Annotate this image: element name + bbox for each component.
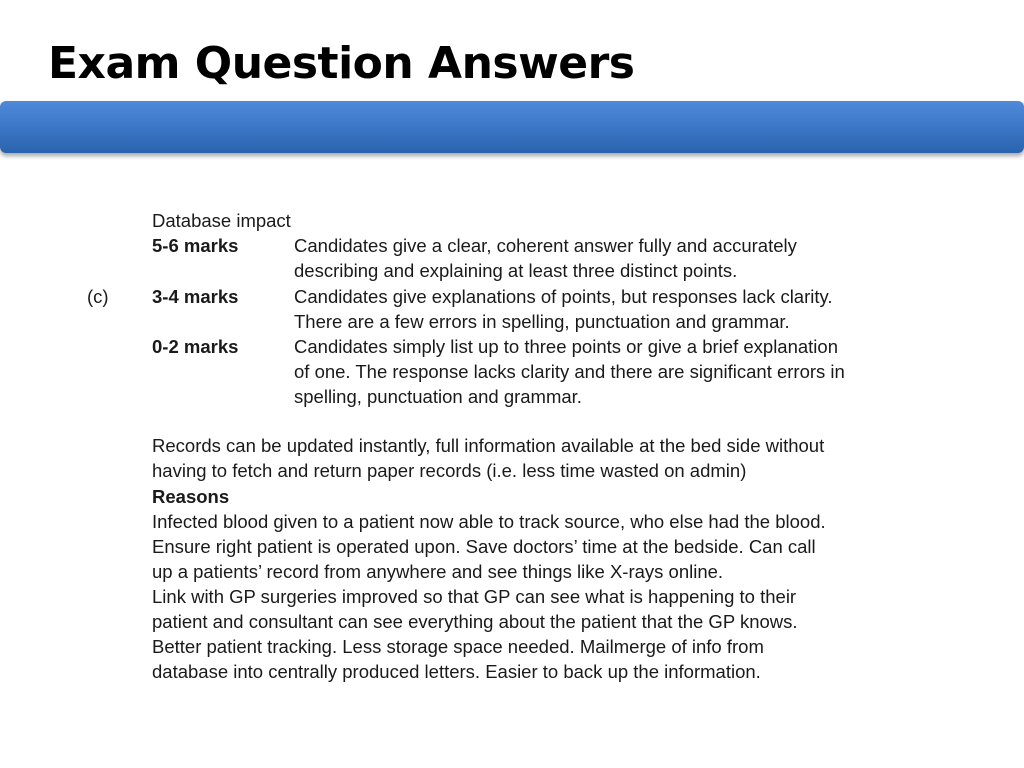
question-label: (c) [87, 286, 109, 307]
reason-line: up a patients’ record from anywhere and see things like X-rays online. [152, 561, 724, 582]
band-marks: 3-4 marks [152, 286, 239, 307]
band-description-line: of one. The response lacks clarity and there are significant errors in [294, 361, 845, 382]
band-description-line: describing and explaining at least three distinct points. [294, 260, 738, 281]
band-description-line: Candidates simply list up to three points or give a brief explanation [294, 336, 838, 357]
band-marks: 5-6 marks [152, 235, 239, 256]
band-description-line: Candidates give explanations of points, but responses lack clarity. [294, 286, 833, 307]
reason-line: database into centrally produced letters. Easier to back up the information. [152, 661, 761, 682]
reason-line: Ensure right patient is operated upon. Save doctors’ time at the bedside. Can call [152, 536, 816, 557]
reason-line: Better patient tracking. Less storage space needed. Mailmerge of info from [152, 636, 764, 657]
band-marks: 0-2 marks [152, 336, 239, 357]
reason-line: Infected blood given to a patient now able to track source, who else had the blood. [152, 511, 826, 532]
answer-intro-line: having to fetch and return paper records (i.e. less time wasted on admin) [152, 460, 747, 481]
slide-title: Exam Question Answers [48, 38, 635, 89]
answer-intro-line: Records can be updated instantly, full information available at the bed side without [152, 435, 825, 456]
reasons-heading: Reasons [152, 486, 230, 507]
reason-line: patient and consultant can see everything about the patient that the GP knows. [152, 611, 798, 632]
mark-scheme-heading: Database impact [152, 210, 291, 231]
band-description-line: There are a few errors in spelling, punctuation and grammar. [294, 311, 790, 332]
reason-line: Link with GP surgeries improved so that GP can see what is happening to their [152, 586, 797, 607]
band-description-line: Candidates give a clear, coherent answer fully and accurately [294, 235, 797, 256]
band-description-line: spelling, punctuation and grammar. [294, 386, 582, 407]
